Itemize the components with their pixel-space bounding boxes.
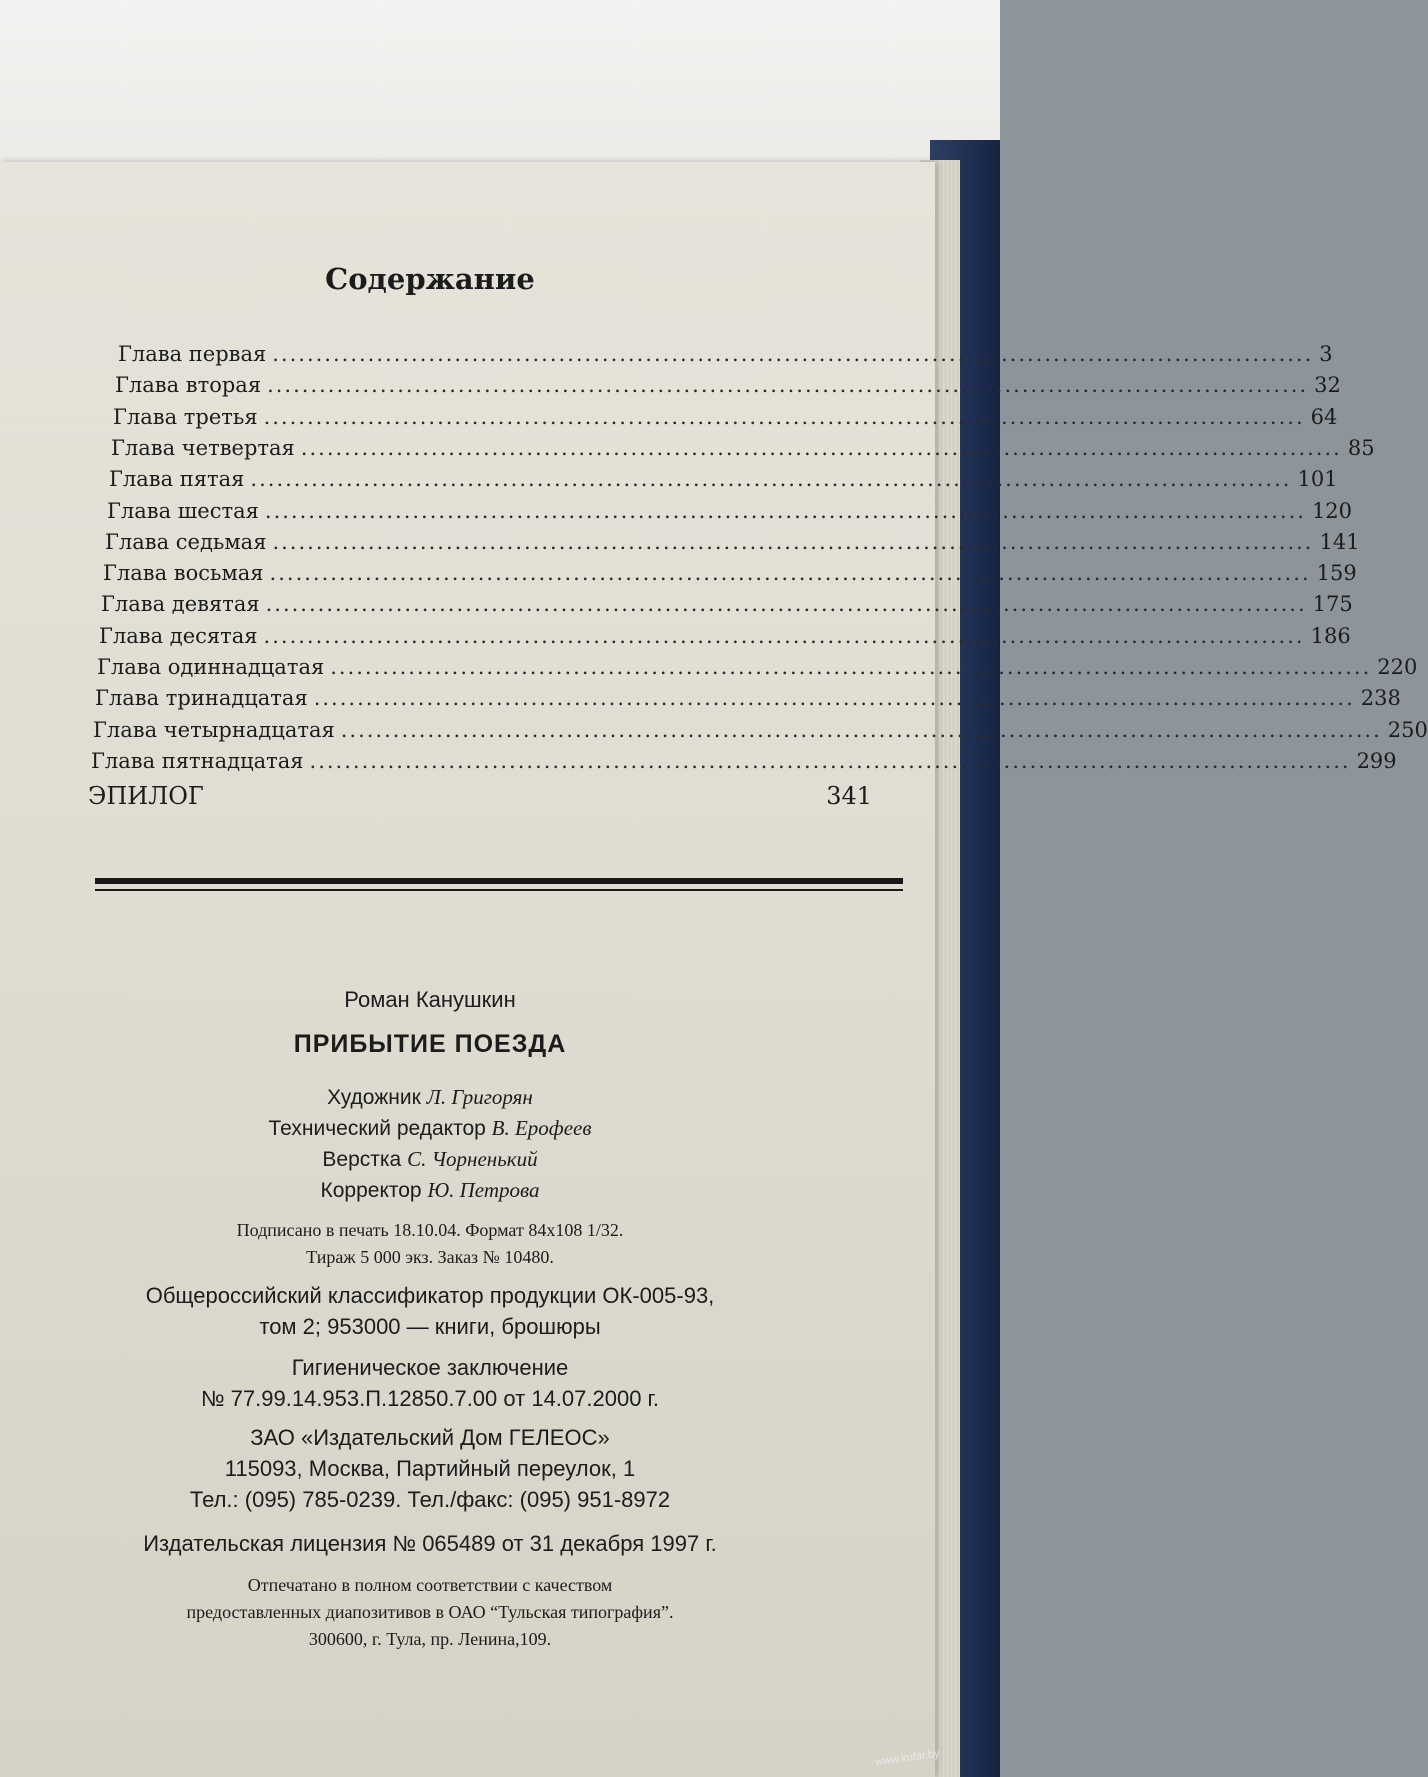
toc-entry bbox=[107, 499, 1353, 529]
toc-entry-page: 159 bbox=[1316, 561, 1357, 585]
toc-entry-label: ЭПИЛОГ bbox=[88, 782, 204, 810]
credit-tech-editor: Технический редактор В. Ерофеев bbox=[268, 1116, 592, 1140]
toc-entry bbox=[95, 686, 1401, 716]
toc-title: Содержание bbox=[325, 262, 535, 296]
toc-entry-page: 299 bbox=[1356, 749, 1397, 773]
toc-entry bbox=[88, 782, 872, 812]
toc-entry bbox=[109, 467, 1338, 497]
publisher-address: 115093, Москва, Партийный переулок, 1 bbox=[224, 1456, 636, 1481]
toc-entry bbox=[118, 342, 1333, 372]
signed-to-print: Подписано в печать 18.10.04. Формат 84х108 1/32. bbox=[236, 1220, 624, 1240]
toc-leader-dots: ........................................................................................................................ bbox=[272, 530, 1314, 554]
toc-leader-dots: ........................................................................................................................ bbox=[267, 373, 1309, 397]
printed-line-3: 300600, г. Тула, пр. Ленина,109. bbox=[308, 1629, 552, 1649]
author-name: Роман Канушкин bbox=[344, 987, 516, 1012]
toc-entry-label: Глава четырнадцатая bbox=[93, 718, 335, 742]
publisher-name: ЗАО «Издательский Дом ГЕЛЕОС» bbox=[250, 1425, 610, 1450]
toc-entry-label: Глава вторая bbox=[115, 373, 262, 397]
toc-leader-dots: ........................................................................................................................ bbox=[263, 405, 1305, 429]
book-title: ПРИБЫТИЕ ПОЕЗДА bbox=[293, 1030, 567, 1058]
divider-thin bbox=[95, 889, 903, 891]
credit-artist: Художник Л. Григорян bbox=[327, 1085, 533, 1109]
toc-entry-page: 141 bbox=[1319, 530, 1360, 554]
print-run: Тираж 5 000 экз. Заказ № 10480. bbox=[306, 1247, 554, 1267]
credit-proofreader: Корректор Ю. Петрова bbox=[320, 1178, 540, 1202]
toc-entry-page: 85 bbox=[1347, 436, 1375, 460]
toc-entry bbox=[101, 592, 1353, 622]
toc-entry-label: Глава седьмая bbox=[105, 530, 267, 554]
toc-leader-dots: ........................................................................................................................ bbox=[272, 342, 1314, 366]
divider-thick bbox=[95, 878, 903, 884]
toc-leader-dots: ........................................................................................................................ bbox=[269, 561, 1311, 585]
classifier-line-2: том 2; 953000 — книги, брошюры bbox=[259, 1314, 601, 1339]
publishing-license: Издательская лицензия № 065489 от 31 декабря 1997 г. bbox=[143, 1531, 717, 1556]
toc-entry-label: Глава восьмая bbox=[103, 561, 264, 585]
hygiene-line-2: № 77.99.14.953.П.12850.7.00 от 14.07.2000 г. bbox=[200, 1386, 660, 1411]
toc-entry bbox=[91, 749, 1397, 779]
toc-leader-dots: ........................................................................................................................ bbox=[264, 499, 1306, 523]
hygiene-line-1: Гигиеническое заключение bbox=[291, 1355, 569, 1380]
toc-leader-dots: ........................................................................................................................ bbox=[263, 624, 1305, 648]
toc-entry-page: 3 bbox=[1319, 342, 1333, 366]
toc-entry-label: Глава пятая bbox=[109, 467, 245, 491]
toc-entry bbox=[93, 718, 1428, 748]
toc-entry bbox=[99, 624, 1351, 654]
toc-entry-page: 186 bbox=[1310, 624, 1351, 648]
toc-leader-dots: ........................................................................................................................ bbox=[330, 655, 1372, 679]
toc-entry bbox=[111, 436, 1375, 466]
toc-entry bbox=[97, 655, 1418, 685]
toc-entry-page: 250 bbox=[1387, 718, 1428, 742]
toc-entry-page: 120 bbox=[1311, 499, 1353, 523]
toc-entry-label: Глава тринадцатая bbox=[95, 686, 308, 710]
toc-entry bbox=[105, 530, 1360, 560]
watermark: www.kufar.by bbox=[874, 1747, 941, 1769]
classifier-line-1: Общероссийский классификатор продукции ОК-005-93, bbox=[145, 1283, 715, 1308]
toc-entry-label: Глава одиннадцатая bbox=[97, 655, 325, 679]
toc-leader-dots: ........................................................................................................................ bbox=[340, 718, 1382, 742]
toc-entry-page: 101 bbox=[1297, 467, 1338, 491]
toc-entry-label: Глава первая bbox=[118, 342, 267, 366]
toc-entry-label: Глава десятая bbox=[99, 624, 258, 648]
toc-entry bbox=[103, 561, 1357, 591]
toc-leader-dots: ........................................................................................................................ bbox=[265, 592, 1307, 616]
toc-entry-page: 32 bbox=[1314, 373, 1341, 397]
toc-entry-label: Глава пятнадцатая bbox=[91, 749, 304, 773]
toc-entry-page: 238 bbox=[1360, 686, 1401, 710]
toc-entry-page: 64 bbox=[1310, 405, 1338, 429]
printed-line-2: предоставленных диапозитивов в ОАО “Тульская типография”. bbox=[186, 1602, 674, 1622]
toc-leader-dots: ........................................................................................................................ bbox=[250, 467, 1292, 491]
toc-entry-label: Глава четвертая bbox=[111, 436, 295, 460]
toc-entry-page: 220 bbox=[1377, 655, 1418, 679]
publisher-phones: Тел.: (095) 785-0239. Тел./факс: (095) 951-8972 bbox=[189, 1487, 671, 1512]
toc-entry-page: 175 bbox=[1312, 592, 1353, 616]
credit-layout: Верстка С. Чорненький bbox=[322, 1147, 538, 1171]
printed-line-1: Отпечатано в полном соответствии с качеством bbox=[247, 1575, 613, 1595]
toc-entry-page: 341 bbox=[826, 782, 872, 810]
toc-entry bbox=[113, 405, 1338, 435]
toc-leader-dots: ........................................................................................................................ bbox=[300, 436, 1342, 460]
toc-entry bbox=[115, 373, 1341, 403]
toc-leader-dots: ........................................................................................................................ bbox=[313, 686, 1355, 710]
toc-entry-label: Глава шестая bbox=[107, 499, 259, 523]
toc-entry-label: Глава девятая bbox=[101, 592, 260, 616]
toc-leader-dots: ........................................................................................................................ bbox=[309, 749, 1351, 773]
toc-entry-label: Глава третья bbox=[113, 405, 258, 429]
